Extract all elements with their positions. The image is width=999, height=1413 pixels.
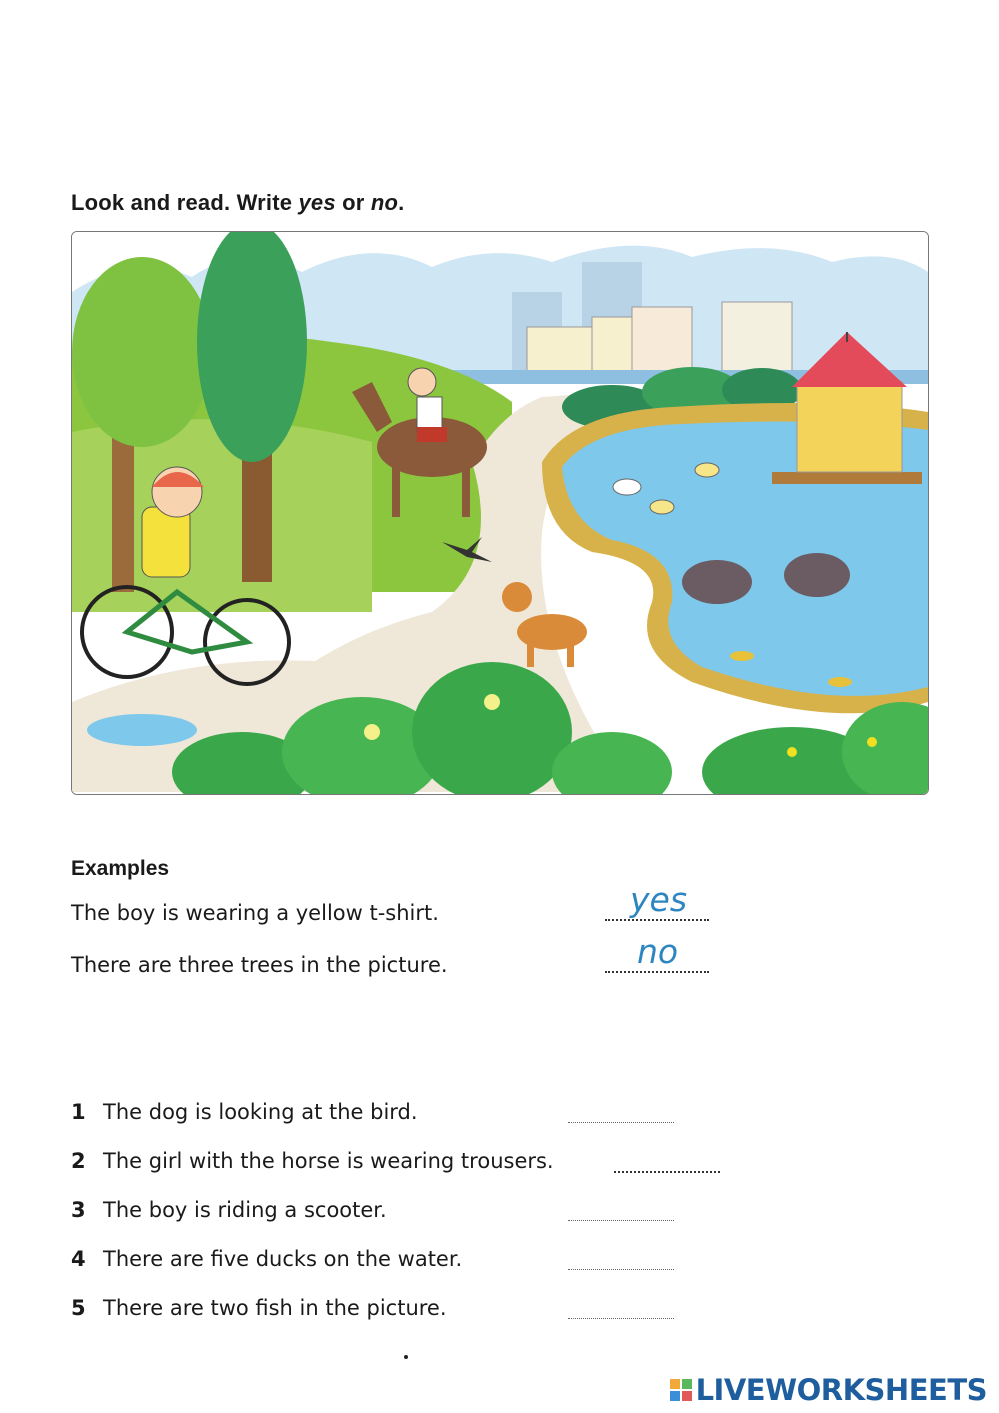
answer-blank-5[interactable] [568, 1316, 674, 1319]
answer-blank-4[interactable] [568, 1267, 674, 1270]
question-sentence: The boy is riding a scooter. [103, 1198, 387, 1222]
question-sentence: There are five ducks on the water. [103, 1247, 463, 1271]
question-row-4 [71, 1247, 462, 1271]
answer-blank-2[interactable] [614, 1169, 720, 1173]
example-answer-2: no [637, 932, 679, 971]
brand-name: LIVEWORKSHEETS [695, 1373, 987, 1407]
park-illustration [71, 231, 929, 795]
question-row-1 [71, 1100, 418, 1124]
example-sentence: There are three trees in the picture. [71, 953, 448, 977]
question-sentence: The dog is looking at the bird. [103, 1100, 418, 1124]
question-number: 2 [71, 1149, 86, 1173]
answer-blank-1[interactable] [568, 1120, 674, 1123]
question-number: 3 [71, 1198, 86, 1222]
instruction-title [71, 190, 404, 216]
instruction-text: Look and read. Write [71, 190, 299, 215]
question-sentence: The girl with the horse is wearing trousers. [103, 1149, 554, 1173]
question-number: 4 [71, 1247, 86, 1271]
example-sentence: The boy is wearing a yellow t-shirt. [71, 901, 439, 925]
park-scene-drawing [72, 232, 928, 794]
question-row-3 [71, 1198, 387, 1222]
liveworksheets-brand [670, 1373, 987, 1407]
stray-dot [404, 1355, 408, 1359]
instruction-or-word: or [335, 190, 371, 215]
instruction-no-word: no [370, 190, 399, 215]
answer-blank-3[interactable] [568, 1218, 674, 1221]
instruction-yes-word: yes [298, 190, 336, 215]
question-row-5 [71, 1296, 447, 1320]
example-row-1 [71, 901, 439, 925]
example-answer-1: yes [630, 880, 688, 919]
question-number: 1 [71, 1100, 86, 1124]
example-row-2 [71, 953, 448, 977]
question-sentence: There are two fish in the picture. [103, 1296, 447, 1320]
examples-heading: Examples [71, 857, 170, 880]
instruction-period: . [398, 190, 405, 215]
question-row-2 [71, 1149, 554, 1173]
question-number: 5 [71, 1296, 86, 1320]
liveworksheets-logo-icon [670, 1379, 692, 1401]
